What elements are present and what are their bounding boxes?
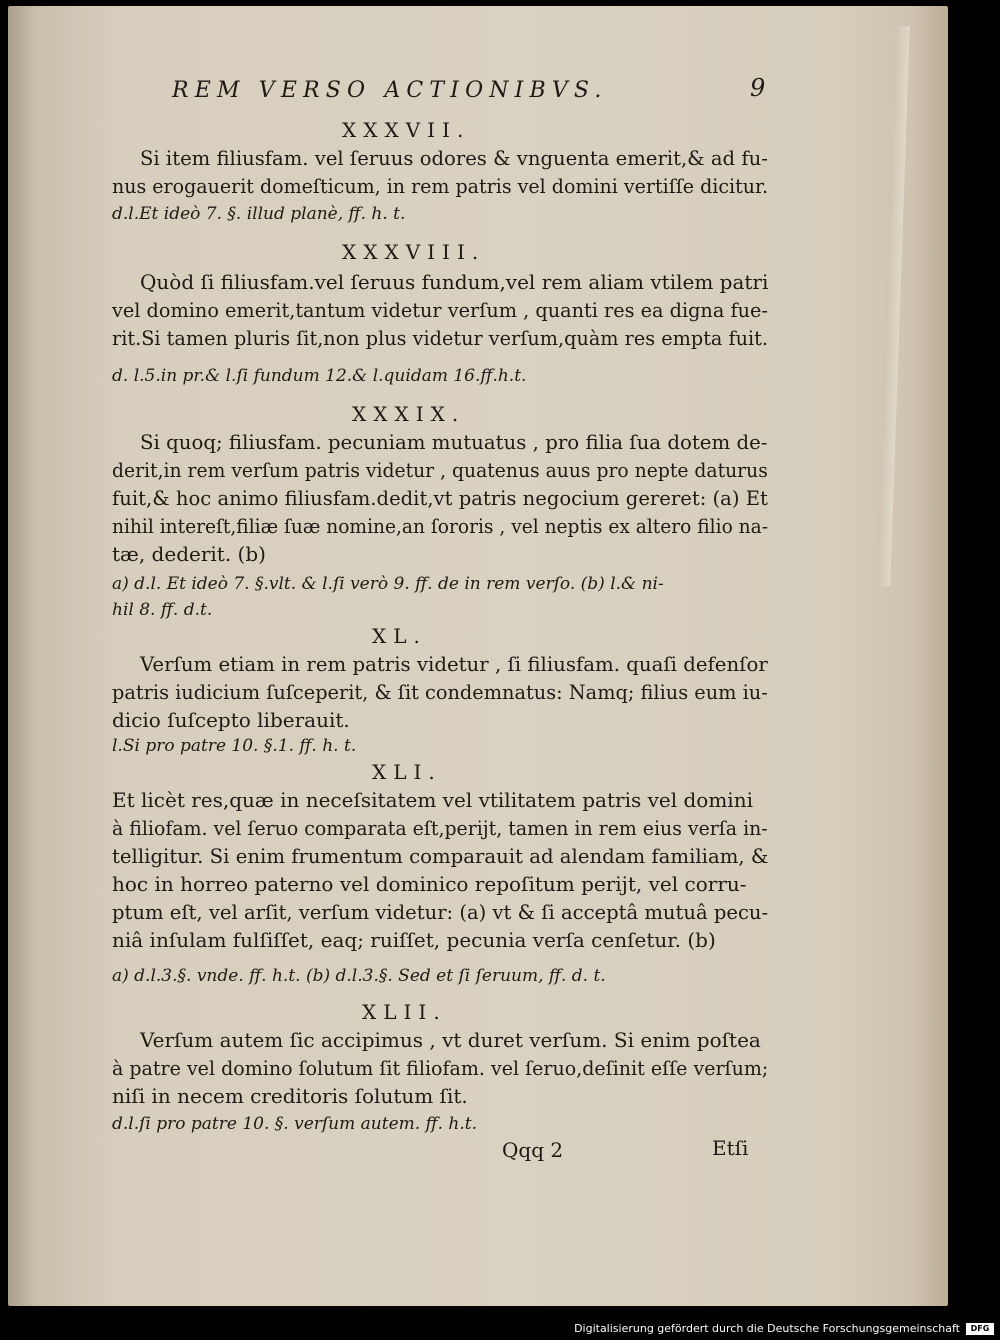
citation: l.Si pro patre 10. §.1. ff. h. t. (112, 736, 357, 756)
section-heading: XXXVII. (342, 118, 471, 142)
citation: d. l.5.in pr.& l.ſi fundum 12.& l.quidam 16.ff.h.t. (112, 366, 527, 386)
text-line: hoc in horreo paterno vel dominico repoſitum perijt, vel corru- (112, 872, 747, 896)
section-heading: XXXIX. (352, 402, 466, 426)
page-fold (876, 26, 910, 586)
text-line: niſi in necem creditoris ſolutum ſit. (112, 1084, 468, 1108)
text-line: vel domino emerit,tantum videtur verſum , quanti res ea digna fue- (112, 298, 768, 322)
text-line: Si quoq; filiusfam. pecuniam mutuatus , pro filia ſua dotem de- (140, 430, 768, 454)
text-line: ptum eſt, vel arſit, verſum videtur: (a) vt & ſi acceptâ mutuâ pecu- (112, 900, 769, 924)
text-line: nus erogauerit domeſticum, in rem patris vel domini vertiſſe dicitur. (112, 174, 769, 198)
text-line: à filiofam. vel ſeruo comparata eſt,perijt, tamen in rem eius verſa in- (112, 816, 768, 840)
section-heading: XLII. (362, 1000, 447, 1024)
footer-credit: Digitalisierung gefördert durch die Deutsche Forschungsgemeinschaft (574, 1322, 960, 1335)
text-line: Quòd ſi filiusfam.vel ſeruus fundum,vel rem aliam vtilem patri (140, 270, 769, 294)
dfg-logo: DFG (966, 1323, 994, 1335)
text-line: nihil intereſt,filiæ ſuæ nomine,an ſororis , vel neptis ex altero filio na- (112, 514, 769, 538)
text-line: Et licèt res,quæ in neceſsitatem vel vtilitatem patris vel domini (112, 788, 753, 812)
running-head: REM VERSO ACTIONIBVS. (172, 78, 608, 103)
citation: hil 8. ff. d.t. (112, 600, 213, 620)
citation: d.l.Et ideò 7. §. illud planè, ff. h. t. (112, 204, 406, 224)
citation: a) d.l. Et ideò 7. §.vlt. & l.ſi verò 9. ff. de in rem verſo. (b) l.& ni- (112, 574, 664, 594)
text-line: rit.Si tamen pluris ſit,non plus videtur verſum,quàm res empta fuit. (112, 326, 769, 350)
text-line: Verſum autem ſic accipimus , vt duret verſum. Si enim poſtea (140, 1028, 761, 1052)
signature-mark: Qqq 2 (502, 1138, 564, 1162)
section-heading: XL. (372, 624, 427, 648)
text-line: derit,in rem verſum patris videtur , quatenus auus pro nepte daturus (112, 458, 768, 482)
text-line: niâ inſulam fulſiſſet, eaq; ruiſſet, pecunia verſa cenſetur. (b) (112, 928, 716, 952)
text-line: patris iudicium ſuſceperit, & ſit condemnatus: Namq; filius eum iu- (112, 680, 768, 704)
citation: d.l.ſi pro patre 10. §. verſum autem. ff. h.t. (112, 1114, 477, 1134)
text-line: fuit,& hoc animo filiusfam.dedit,vt patris negocium gereret: (a) Et (112, 486, 768, 510)
text-line: tæ, dederit. (b) (112, 542, 266, 566)
text-line: Verſum etiam in rem patris videtur , ſi filiusfam. quaſi defenſor (140, 652, 768, 676)
text-line: dicio ſuſcepto liberauit. (112, 708, 350, 732)
text-line: à patre vel domino ſolutum ſit filiofam. vel ſeruo,deſinit eſſe verſum; (112, 1056, 769, 1080)
catchword: Etſi (712, 1136, 749, 1160)
text-line: telligitur. Si enim frumentum comparauit ad alendam familiam, & (112, 844, 769, 868)
citation: a) d.l.3.§. vnde. ff. h.t. (b) d.l.3.§. Sed et ſi ſeruum, ff. d. t. (112, 966, 606, 986)
section-heading: XXXVIII. (342, 240, 486, 264)
page-number: 9 (750, 74, 766, 102)
text-line: Si item filiusfam. vel ſeruus odores & vnguenta emerit,& ad fu- (140, 146, 768, 170)
section-heading: XLI. (372, 760, 442, 784)
